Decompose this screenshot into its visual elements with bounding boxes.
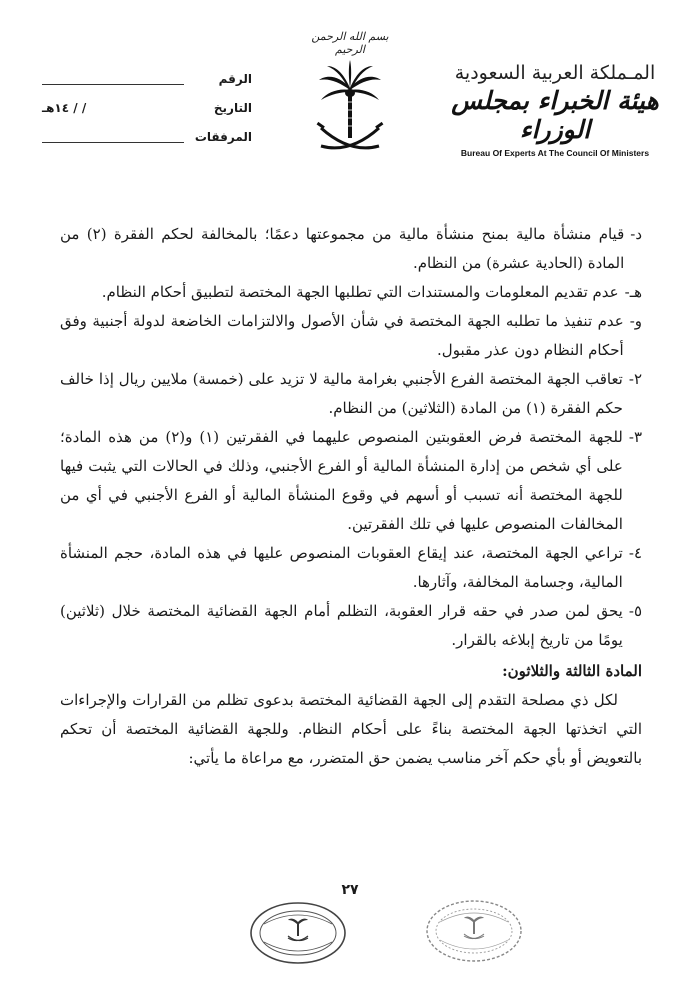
article-text: لكل ذي مصلحة التقدم إلى الجهة القضائية المختصة بدعوى تظلم من القرارات والإجراءات التي اتخذتها الجهة المختصة بناءً على أحكام النظام. وللجهة القضائية المختصة أن تحكم بالتعويض أو بأي حكم آخر مناسب يضمن حق المتضرر، مع مراعاة ما يأتي: bbox=[60, 691, 642, 767]
attachments-line bbox=[42, 130, 184, 143]
item-marker: د- bbox=[630, 225, 642, 243]
official-seal-stamp-icon bbox=[424, 898, 524, 964]
date-row bbox=[42, 97, 252, 118]
item-text: قيام منشأة مالية بمنح منشأة مالية من مجموعتها دعمًا؛ بالمخالفة لحكم الفقرة (٢) من المادة (الحادية عشرة) من النظام. bbox=[60, 225, 625, 272]
item-text: للجهة المختصة فرض العقوبتين المنصوص عليهما في الفقرتين (١) و(٢) من هذه المادة؛ على أي شخص من إدارة المنشأة المالية أو الفرع الأجنبي، وذلك في الحالات التي يثبت فيها للجهة المختصة أنه تسبب أو أسهم في وقوع المنشأة المالية أو الفرع الأجنبي في أي من المخالفات المنصوص عليها في تلك الفقرتين. bbox=[60, 428, 623, 533]
palm-swords-emblem-icon bbox=[315, 58, 385, 158]
attachments-row bbox=[42, 126, 252, 147]
item-text: تعاقب الجهة المختصة الفرع الأجنبي بغرامة مالية لا تزيد على (خمسة) ملايين ريال إذا خالف حكم الفقرة (١) من المادة (الثلاثين) من النظام. bbox=[60, 370, 623, 417]
item-marker: ٤- bbox=[628, 544, 642, 562]
document-body bbox=[60, 220, 642, 773]
letterhead-right bbox=[450, 62, 660, 158]
item-text: تراعي الجهة المختصة، عند إيقاع العقوبات المنصوص عليها في هذه المادة، حجم المنشأة المالية، وجسامة المخالفة، وآثارها. bbox=[60, 544, 623, 591]
item-text: يحق لمن صدر في حقه قرار العقوبة، التظلم أمام الجهة القضائية المختصة خلال (ثلاثين) يومًا من تاريخ إبلاغه بالقرار. bbox=[60, 602, 623, 649]
item-marker: و- bbox=[629, 312, 642, 330]
item-h bbox=[60, 278, 642, 307]
item-w bbox=[60, 307, 642, 365]
reference-number-row bbox=[42, 68, 252, 89]
letterhead-center bbox=[300, 30, 400, 158]
item-marker: ٥- bbox=[628, 602, 642, 620]
kingdom-title: المـملكة العربية السعودية bbox=[454, 62, 656, 84]
bureau-title-english: Bureau Of Experts At The Council Of Ministers bbox=[460, 148, 650, 158]
item-5 bbox=[60, 597, 642, 655]
item-d bbox=[60, 220, 642, 278]
item-4 bbox=[60, 539, 642, 597]
item-3 bbox=[60, 423, 642, 539]
basmala: بسم الله الرحمن الرحيم bbox=[311, 30, 389, 56]
bureau-title-arabic: هيئة الخبراء بمجلس الوزراء bbox=[451, 86, 659, 144]
reference-number-label: الرقم bbox=[218, 71, 252, 86]
item-text: عدم تنفيذ ما تطلبه الجهة المختصة في شأن الأصول والالتزامات الخاضعة لدولة أجنبية وفق أحكام النظام دون عذر مقبول. bbox=[60, 312, 624, 359]
item-2 bbox=[60, 365, 642, 423]
reference-number-line bbox=[42, 72, 184, 85]
article-heading: المادة الثالثة والثلاثون: bbox=[502, 662, 642, 680]
item-marker: ٣- bbox=[628, 428, 642, 446]
item-text: عدم تقديم المعلومات والمستندات التي تطلبها الجهة المختصة لتطبيق أحكام النظام. bbox=[101, 283, 619, 301]
reference-block bbox=[42, 68, 252, 155]
official-seal-stamp-icon bbox=[248, 900, 348, 966]
date-label: التاريخ bbox=[213, 100, 252, 115]
item-marker: ٢- bbox=[628, 370, 642, 388]
date-value: / / ١٤هـ bbox=[42, 100, 87, 115]
page-number: ٢٧ bbox=[341, 882, 359, 898]
attachments-label: المرفقات bbox=[194, 129, 252, 144]
item-marker: هـ- bbox=[624, 283, 642, 301]
